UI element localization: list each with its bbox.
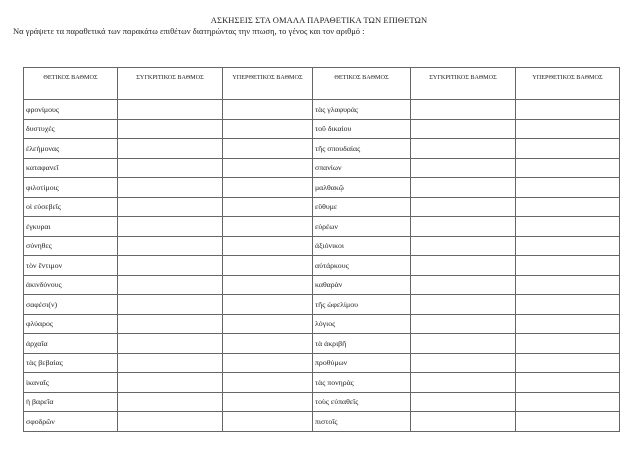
positive-word-cell: φιλοτίμοις xyxy=(24,178,118,198)
superlative-answer-cell[interactable] xyxy=(516,139,620,159)
superlative-answer-cell[interactable] xyxy=(516,100,620,120)
header-comparative-left: ΣΥΓΚΡΙΤΙΚΟΣ ΒΑΘΜΟΣ xyxy=(118,68,223,100)
comparative-answer-cell[interactable] xyxy=(118,178,223,198)
superlative-answer-cell[interactable] xyxy=(516,119,620,139)
positive-word-cell: τὰ ἀκριβῆ xyxy=(313,334,411,354)
positive-word-cell: καταφανεῖ xyxy=(24,158,118,178)
superlative-answer-cell[interactable] xyxy=(516,392,620,412)
positive-word-cell: λόγιος xyxy=(313,314,411,334)
superlative-answer-cell[interactable] xyxy=(516,373,620,393)
comparative-answer-cell[interactable] xyxy=(411,119,516,139)
positive-word-cell: καθαρὰν xyxy=(313,275,411,295)
header-comparative-right: ΣΥΓΚΡΙΤΙΚΟΣ ΒΑΘΜΟΣ xyxy=(411,68,516,100)
table-row xyxy=(24,178,620,198)
table-row xyxy=(24,256,620,276)
superlative-answer-cell[interactable] xyxy=(223,119,313,139)
comparative-answer-cell[interactable] xyxy=(118,412,223,432)
comparative-answer-cell[interactable] xyxy=(411,275,516,295)
positive-word-cell: φρονίμους xyxy=(24,100,118,120)
table-row xyxy=(24,275,620,295)
superlative-answer-cell[interactable] xyxy=(223,256,313,276)
positive-word-cell: τὸν ἔντιμον xyxy=(24,256,118,276)
header-superlative-right: ΥΠΕΡΘΕΤΙΚΟΣ ΒΑΘΜΟΣ xyxy=(516,68,620,100)
table-row xyxy=(24,139,620,159)
comparative-answer-cell[interactable] xyxy=(411,392,516,412)
superlative-answer-cell[interactable] xyxy=(223,392,313,412)
comparative-answer-cell[interactable] xyxy=(118,197,223,217)
table-row xyxy=(24,334,620,354)
header-positive-left: ΘΕΤΙΚΟΣ ΒΑΘΜΟΣ xyxy=(24,68,118,100)
superlative-answer-cell[interactable] xyxy=(516,353,620,373)
table-row xyxy=(24,217,620,237)
positive-word-cell: τῆς ὠφελίμου xyxy=(313,295,411,315)
superlative-answer-cell[interactable] xyxy=(516,412,620,432)
comparative-answer-cell[interactable] xyxy=(118,353,223,373)
comparative-answer-cell[interactable] xyxy=(118,275,223,295)
comparative-answer-cell[interactable] xyxy=(411,412,516,432)
positive-word-cell: τοῦ δικαίου xyxy=(313,119,411,139)
header-superlative-left: ΥΠΕΡΘΕΤΙΚΟΣ ΒΑΘΜΟΣ xyxy=(223,68,313,100)
positive-word-cell: ἡ βαρεῖα xyxy=(24,392,118,412)
superlative-answer-cell[interactable] xyxy=(223,139,313,159)
table-row xyxy=(24,100,620,120)
positive-word-cell: ἀξιόνικοι xyxy=(313,236,411,256)
exercise-table xyxy=(23,67,620,432)
table-body xyxy=(24,100,620,432)
superlative-answer-cell[interactable] xyxy=(223,373,313,393)
comparative-answer-cell[interactable] xyxy=(118,100,223,120)
superlative-answer-cell[interactable] xyxy=(516,217,620,237)
superlative-answer-cell[interactable] xyxy=(516,295,620,315)
comparative-answer-cell[interactable] xyxy=(118,256,223,276)
comparative-answer-cell[interactable] xyxy=(411,314,516,334)
positive-word-cell: τὰς βεβαίας xyxy=(24,353,118,373)
comparative-answer-cell[interactable] xyxy=(118,334,223,354)
comparative-answer-cell[interactable] xyxy=(411,100,516,120)
positive-word-cell: ἀκινδύνους xyxy=(24,275,118,295)
table-row xyxy=(24,412,620,432)
table-row xyxy=(24,373,620,393)
header-row xyxy=(24,68,620,100)
positive-word-cell: δυστυχές xyxy=(24,119,118,139)
positive-word-cell: ἀρχαῖα xyxy=(24,334,118,354)
table-row xyxy=(24,295,620,315)
comparative-answer-cell[interactable] xyxy=(411,295,516,315)
superlative-answer-cell[interactable] xyxy=(223,314,313,334)
superlative-answer-cell[interactable] xyxy=(516,334,620,354)
superlative-answer-cell[interactable] xyxy=(223,197,313,217)
superlative-answer-cell[interactable] xyxy=(223,236,313,256)
positive-word-cell: τοὺς εὐπαθεῖς xyxy=(313,392,411,412)
comparative-answer-cell[interactable] xyxy=(411,236,516,256)
positive-word-cell: εὔθυμε xyxy=(313,197,411,217)
comparative-answer-cell[interactable] xyxy=(411,139,516,159)
comparative-answer-cell[interactable] xyxy=(411,256,516,276)
table-row xyxy=(24,314,620,334)
positive-word-cell: τὰς πονηρὰς xyxy=(313,373,411,393)
page-title: ΑΣΚΗΣΕΙΣ ΣΤΑ ΟΜΑΛΑ ΠΑΡΑΘΕΤΙΚΑ ΤΩΝ ΕΠΙΘΕΤΩΝ xyxy=(210,15,428,25)
superlative-answer-cell[interactable] xyxy=(223,295,313,315)
comparative-answer-cell[interactable] xyxy=(118,236,223,256)
positive-word-cell: σπανίων xyxy=(313,158,411,178)
superlative-answer-cell[interactable] xyxy=(516,314,620,334)
comparative-answer-cell[interactable] xyxy=(118,295,223,315)
superlative-answer-cell[interactable] xyxy=(223,158,313,178)
table-row xyxy=(24,158,620,178)
positive-word-cell: πιστοῖς xyxy=(313,412,411,432)
positive-word-cell: τὰς γλαφυράς xyxy=(313,100,411,120)
comparative-answer-cell[interactable] xyxy=(411,353,516,373)
superlative-answer-cell[interactable] xyxy=(223,275,313,295)
table-row xyxy=(24,392,620,412)
superlative-answer-cell[interactable] xyxy=(516,178,620,198)
positive-word-cell: ἱκαναῖς xyxy=(24,373,118,393)
superlative-answer-cell[interactable] xyxy=(223,100,313,120)
positive-word-cell: αὐτάρκους xyxy=(313,256,411,276)
instruction-text: Να γράψετε τα παραθετικά των παρακάτω επιθέτων διατηρώντας την πτωση, το γένος και τον αριθμό : xyxy=(13,26,365,36)
table-row xyxy=(24,236,620,256)
superlative-answer-cell[interactable] xyxy=(223,412,313,432)
superlative-answer-cell[interactable] xyxy=(223,217,313,237)
comparative-answer-cell[interactable] xyxy=(118,158,223,178)
superlative-answer-cell[interactable] xyxy=(516,256,620,276)
superlative-answer-cell[interactable] xyxy=(223,353,313,373)
comparative-answer-cell[interactable] xyxy=(118,119,223,139)
superlative-answer-cell[interactable] xyxy=(516,275,620,295)
positive-word-cell: τῆς σπουδαίας xyxy=(313,139,411,159)
positive-word-cell: φλύαρος xyxy=(24,314,118,334)
comparative-answer-cell[interactable] xyxy=(411,217,516,237)
comparative-answer-cell[interactable] xyxy=(118,139,223,159)
comparative-answer-cell[interactable] xyxy=(118,392,223,412)
comparative-answer-cell[interactable] xyxy=(411,334,516,354)
positive-word-cell: σφοδρῶν xyxy=(24,412,118,432)
positive-word-cell: προθύμων xyxy=(313,353,411,373)
positive-word-cell: ἐγκυραι xyxy=(24,217,118,237)
superlative-answer-cell[interactable] xyxy=(223,178,313,198)
comparative-answer-cell[interactable] xyxy=(411,158,516,178)
table-row xyxy=(24,119,620,139)
positive-word-cell: σαφέσι(ν) xyxy=(24,295,118,315)
superlative-answer-cell[interactable] xyxy=(223,334,313,354)
positive-word-cell: εὐρέων xyxy=(313,217,411,237)
comparative-answer-cell[interactable] xyxy=(118,217,223,237)
positive-word-cell: μαλθακῷ xyxy=(313,178,411,198)
positive-word-cell: σύνηθες xyxy=(24,236,118,256)
comparative-answer-cell[interactable] xyxy=(411,197,516,217)
comparative-answer-cell[interactable] xyxy=(411,373,516,393)
superlative-answer-cell[interactable] xyxy=(516,197,620,217)
comparative-answer-cell[interactable] xyxy=(118,314,223,334)
superlative-answer-cell[interactable] xyxy=(516,236,620,256)
superlative-answer-cell[interactable] xyxy=(516,158,620,178)
header-positive-right: ΘΕΤΙΚΟΣ ΒΑΘΜΟΣ xyxy=(313,68,411,100)
table-row xyxy=(24,353,620,373)
table-row xyxy=(24,197,620,217)
comparative-answer-cell[interactable] xyxy=(411,178,516,198)
positive-word-cell: οἱ εὐσεβεῖς xyxy=(24,197,118,217)
comparative-answer-cell[interactable] xyxy=(118,373,223,393)
positive-word-cell: ἐλεήμονας xyxy=(24,139,118,159)
